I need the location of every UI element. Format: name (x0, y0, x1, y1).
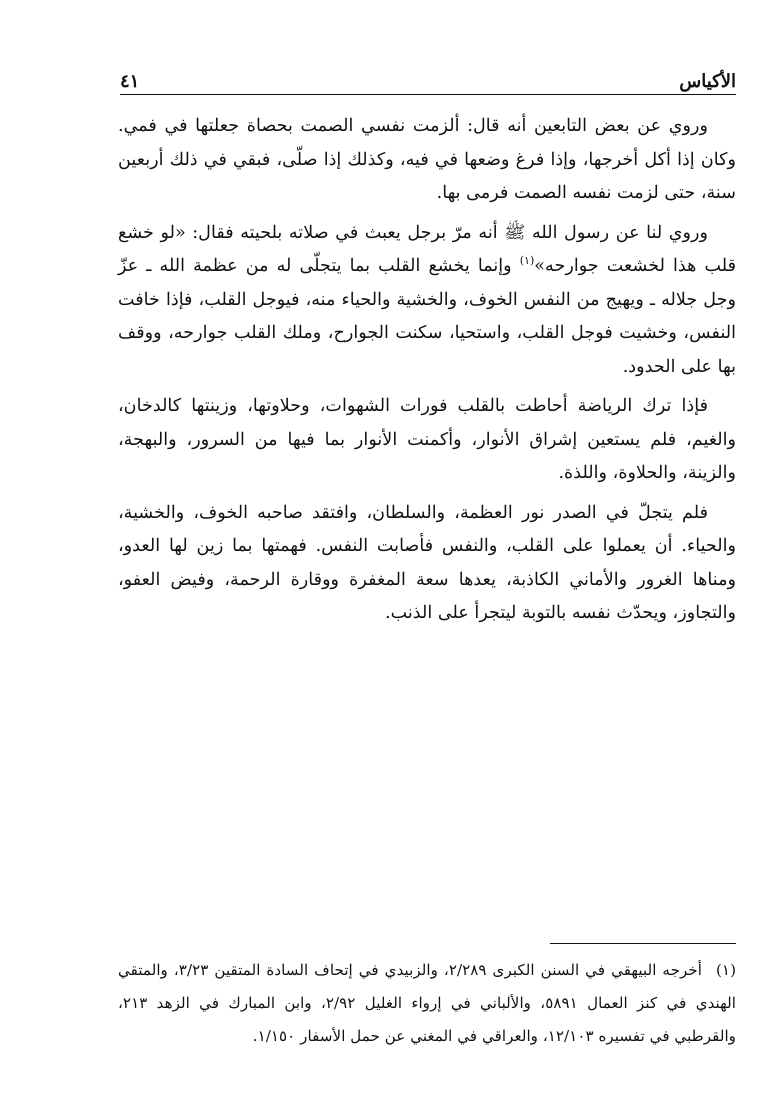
main-text (118, 110, 736, 637)
footnote-marker: (١) (519, 254, 535, 268)
footnote-rule (550, 943, 736, 944)
paragraph-1: وروي عن بعض التابعين أنه قال: ألزمت نفسي الصمت بحصاة جعلتها في فمي. وكان إذا أكل أخرجها، وإذا فرغ وضعها في فيه، وكذلك إذا صلّى، فبقي في ذلك أربعين سنة، حتى لزمت نفسه الصمت فرمى بها. (118, 116, 736, 203)
paragraph-4: فلم يتجلّ في الصدر نور العظمة، والسلطان، وافتقد صاحبه الخوف، والخشية، والحياء. أن يعملوا على القلب، والنفس فأصابت النفس. فهمتها بما زين لها العدو، ومناها الغرور والأماني الكاذبة، يعدها سعة المغفرة ووقارة الرحمة، وفيض العفو، والتجاوز، ويحدّث نفسه بالتوبة ليتجرأ على الذنب. (118, 502, 736, 623)
paragraph-3: فإذا ترك الرياضة أحاطت بالقلب فورات الشهوات، وحلاوتها، وزينتها كالدخان، والغيم، فلم يستعين إشراق الأنوار، وأكمنت الأنوار بما فيها من السرور، والبهجة، والزينة، والحلاوة، واللذة. (118, 396, 736, 483)
header-rule (120, 94, 736, 95)
paragraph-2-part-1: وروي لنا عن رسول الله ﷺ أنه مرّ برجل يعبث في صلاته بلحيته فقال: «لو خشع قلب هذا لخشعت جوارحه» (118, 222, 736, 276)
footnote-number: (١) (715, 961, 736, 979)
running-title: الأكياس (679, 71, 736, 92)
paragraph-2-part-2: وإنما يخشع القلب بما يتجلّى له من عظمة الله ـ عزّ وجل جلاله ـ ويهيج من النفس الخوف، والخشية والحياء منه، فيوجل القلب، فإذا خافت النفس، وخشيت فوجل القلب، واستحيا، سكنت الجوارح، وملك القلب جوارحه، ووقف بها على الحدود. (118, 256, 736, 377)
footnote-text: أخرجه البيهقي في السنن الكبرى ٢/٢٨٩، والزبيدي في إتحاف السادة المتقين ٣/٢٣، والمتقي الهندي في كنز العمال ٥٨٩١، والألباني في إرواء الغليل ٢/٩٢، وابن المبارك في الزهد ٢١٣، والقرطبي في تفسيره ١٢/١٠٣، والعراقي في المغني عن حمل الأسفار ١/١٥٠. (118, 961, 736, 1045)
running-header (120, 66, 736, 92)
page-number: ٤١ (120, 71, 140, 92)
footnote (118, 954, 736, 1053)
paragraph-2 (118, 217, 736, 385)
